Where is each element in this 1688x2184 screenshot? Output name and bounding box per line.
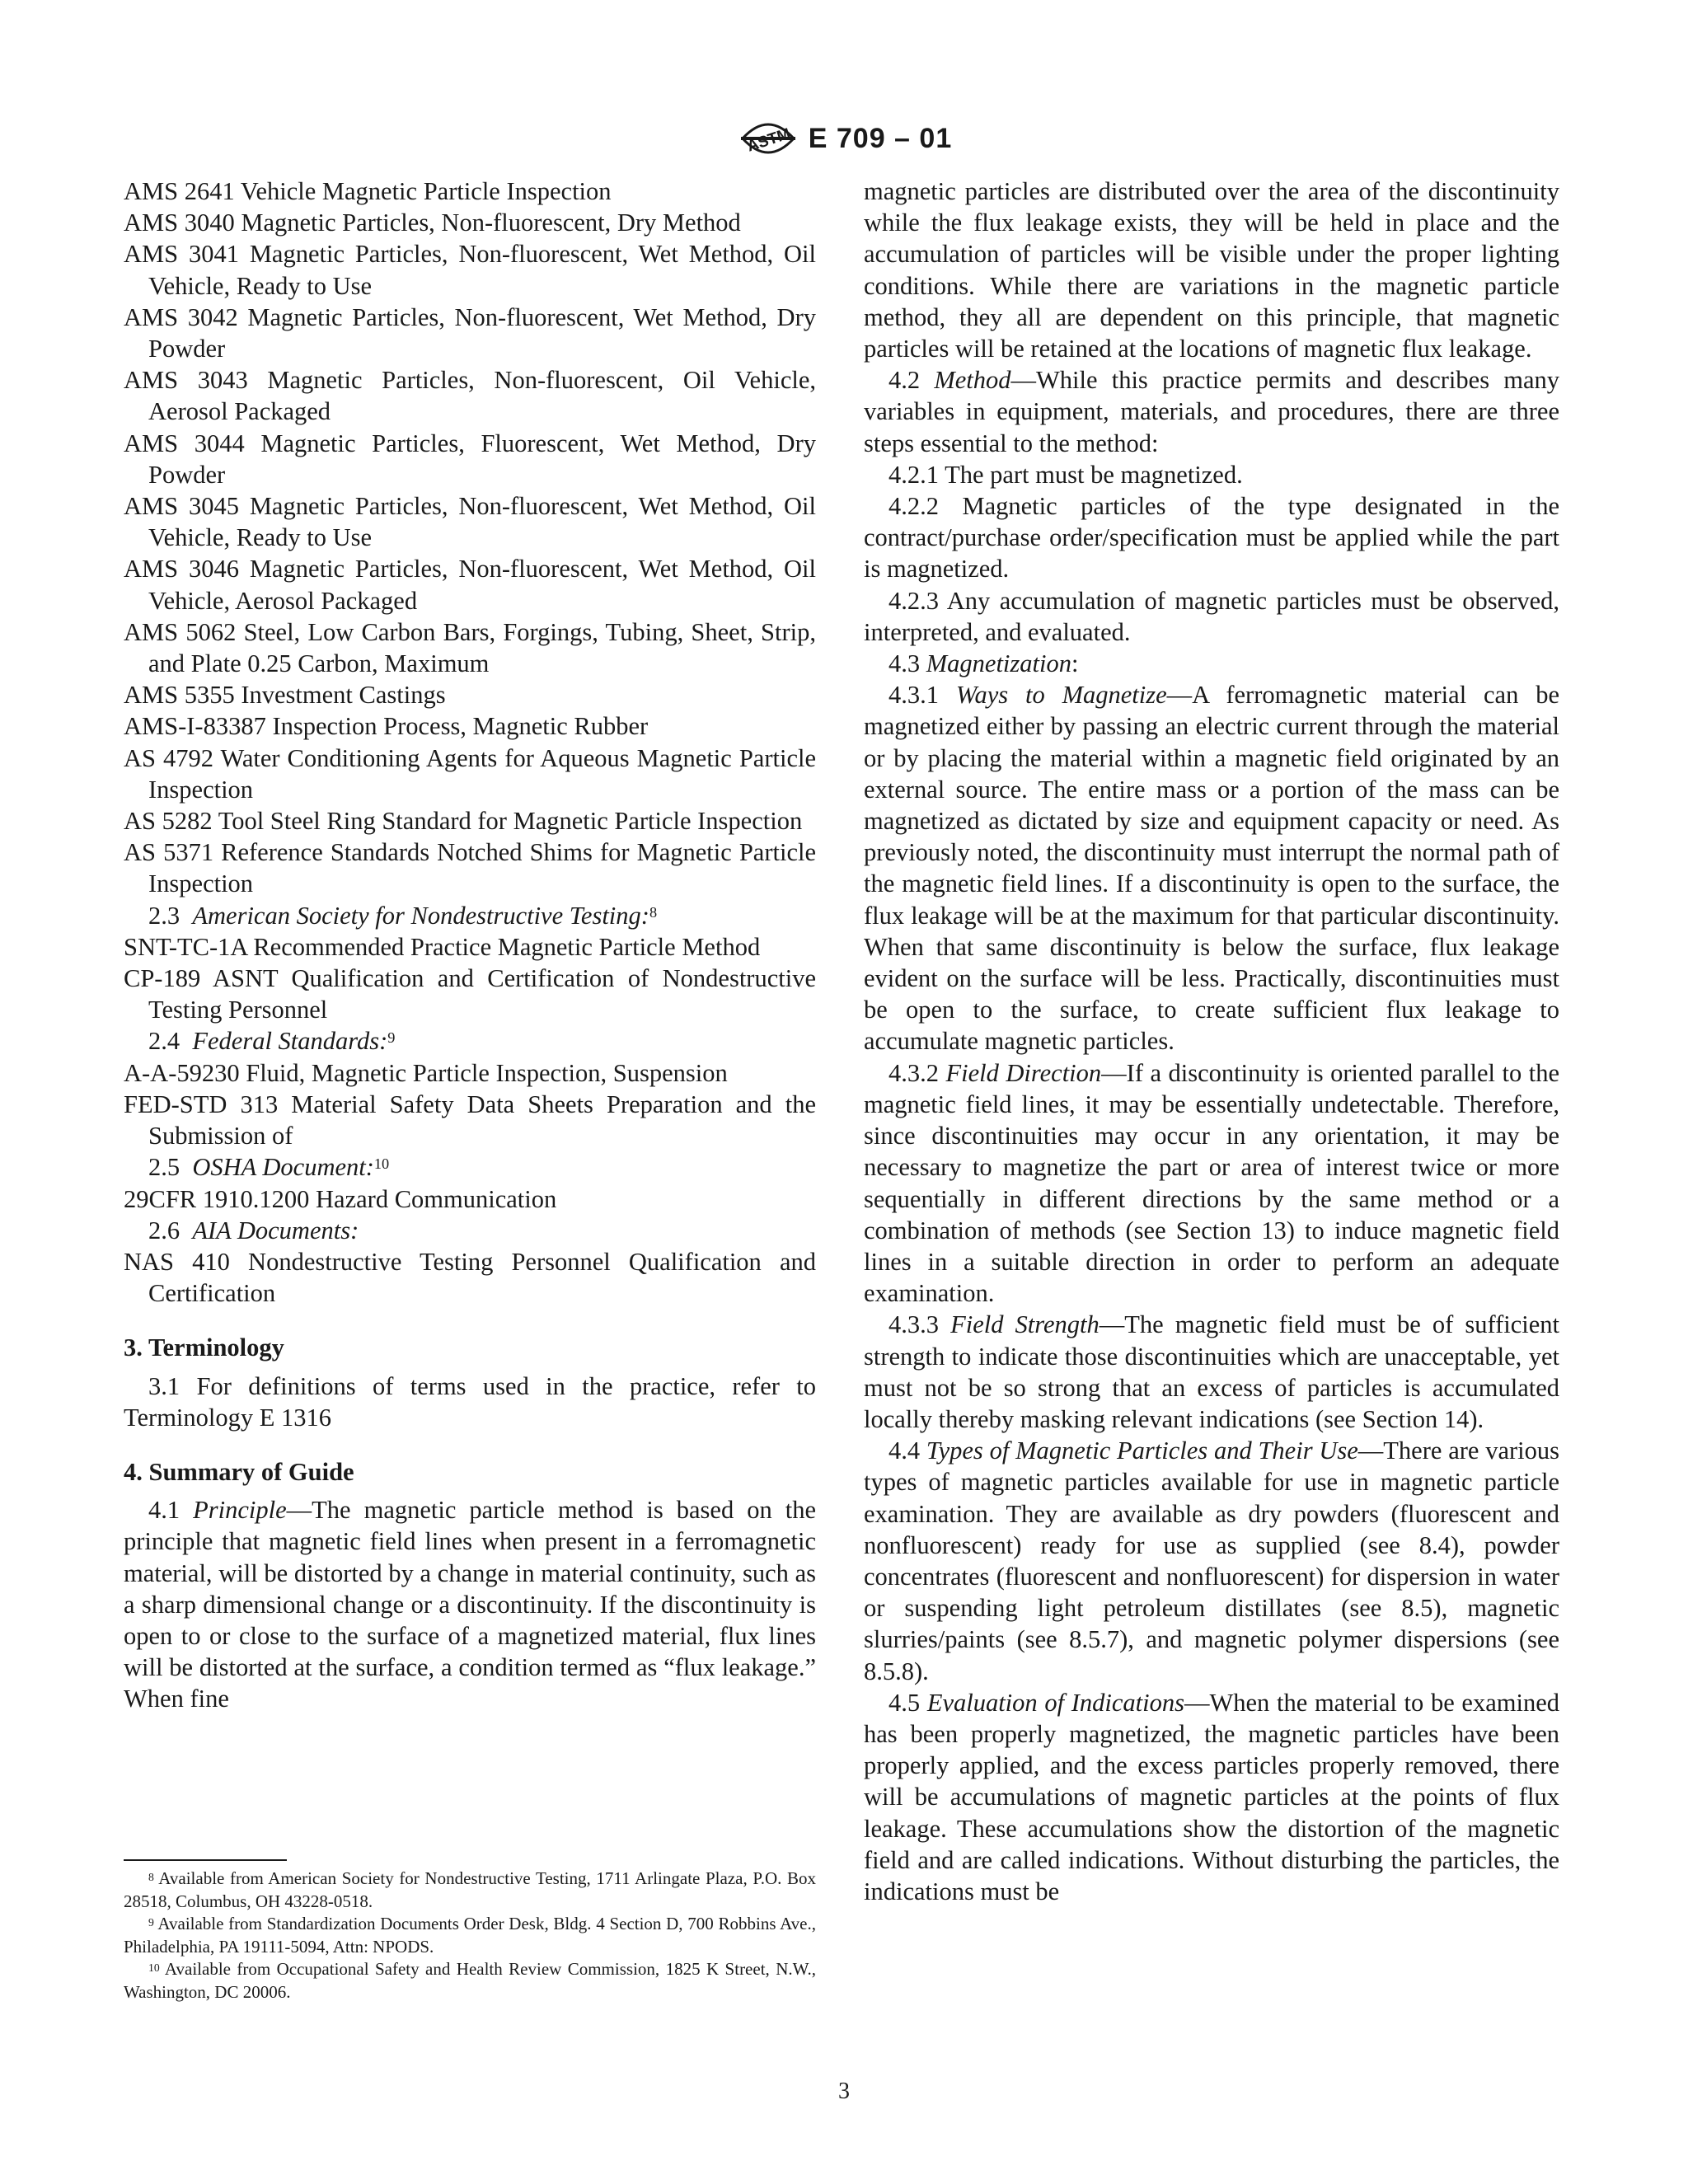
reference-item: FED-STD 313 Material Safety Data Sheets Preparation and the Submission of [124, 1090, 816, 1151]
footnote-ref[interactable]: 9 [387, 1029, 396, 1047]
svg-text:ASTM: ASTM [744, 125, 793, 156]
astm-logo-icon [736, 115, 800, 162]
right-column [864, 176, 1559, 1907]
reference-item: AMS 3041 Magnetic Particles, Non-fluorescent, Wet Method, Oil Vehicle, Ready to Use [124, 240, 816, 300]
paragraph-4-4: 4.4 Types of Magnetic Particles and Their Use—There are various types of magnetic particles available for use in magnetic particle examination. They are available as dry powders (fluorescent and nonfluorescent) ready for use as supplied (see 8.4), powder concentrates (fluorescent and nonfluorescent) for dispersion in water or suspending light petroleum distillates (see 8.5), magnetic slurries/paints (see 8.5.7), and magnetic polymer dispersions (see 8.5.8). [864, 1436, 1559, 1685]
paragraph-4-3: 4.3 Magnetization: [889, 649, 1079, 678]
reference-item: 29CFR 1910.1200 Hazard Communication [124, 1184, 557, 1213]
subsection-2-5: 2.5 OSHA Document:$^{10}$ [148, 1153, 390, 1182]
reference-item: AS 5282 Tool Steel Ring Standard for Magnetic Particle Inspection [124, 807, 803, 836]
reference-item: NAS 410 Nondestructive Testing Personnel Qualification and Certification [124, 1247, 816, 1308]
footnote-divider [124, 1859, 287, 1861]
paragraph-continued: magnetic particles are distributed over the area of the discontinuity while the flux leakage exists, they will be held in place and the accumulation of particles will be visible under the proper lighting conditions. While there are variations in the magnetic particle method, they all are dependent on this principle, that magnetic particles will be retained at the locations of magnetic flux leakage. [864, 177, 1559, 363]
paragraph-4-3-2: 4.3.2 Field Direction—If a discontinuity is oriented parallel to the magnetic field lines, it may be essentially undetectable. Therefore, since discontinuities may occur in any orientation, it may be necessary to magnetize the part or area of interest twice or more sequentially in different directions by the same method or a combination of methods (see Section 13) to induce magnetic field lines in a suitable direction in order to perform an adequate examination. [864, 1058, 1560, 1308]
paragraph-4-2: 4.2 Method—While this practice permits and describes many variables in equipment, materials, and procedures, there are three steps essential to the method: [864, 366, 1560, 457]
paragraph-4-3-1: 4.3.1 Ways to Magnetize—A ferromagnetic material can be magnetized either by passing an electric current through the material or by placing the material within a magnetic field originated by an external source. The entire mass or a portion of the mass can be magnetized as dictated by size and equipment capacity or need. As previously noted, the discontinuity must interrupt the normal path of the magnetic field lines. If a discontinuity is open to the surface, the flux leakage will be at the maximum for that particular discontinuity. When that same discontinuity is below the surface, flux leakage evident on the surface will be less. Practically, discontinuities must be open to the surface, to create sufficient flux leakage to accumulate magnetic particles. [864, 681, 1559, 1056]
subsection-2-4: 2.4 Federal Standards:$^9$ [148, 1027, 396, 1056]
left-column [124, 176, 816, 1715]
paragraph-4-1: 4.1 Principle—The magnetic particle method is based on the principle that magnetic field lines when present in a ferromagnetic material, will be distorted by a change in material continuity, such as a sharp dimensional change or a discontinuity. If the discontinuity is open to or close to the surface of a magnetized material, flux lines will be distorted at the surface, a condition termed as “flux leakage.” When fine [124, 1496, 816, 1713]
paragraph-3-1: 3.1 For definitions of terms used in the practice, refer to Terminology E 1316 [124, 1371, 816, 1432]
footnote-ref[interactable]: 8 [649, 903, 658, 921]
reference-item: AMS 5355 Investment Castings [124, 681, 446, 710]
footnote-item: $^9$ Available from Standardization Documents Order Desk, Bldg. 4 Section D, 700 Robbins Ave., Philadelphia, PA 19111-5094, Attn: NPODS. [124, 1914, 816, 1957]
paragraph-4-2-3: 4.2.3 Any accumulation of magnetic particles must be observed, interpreted, and evaluated. [864, 586, 1559, 646]
reference-item: AMS 3042 Magnetic Particles, Non-fluorescent, Wet Method, Dry Powder [124, 302, 816, 363]
reference-item: SNT-TC-1A Recommended Practice Magnetic Particle Method [124, 932, 761, 961]
reference-item: AMS 3044 Magnetic Particles, Fluorescent, Wet Method, Dry Powder [124, 429, 816, 489]
page-header [0, 114, 1688, 163]
subsection-2-6: 2.6 AIA Documents: [148, 1216, 359, 1244]
reference-item: AS 5371 Reference Standards Notched Shims for Magnetic Particle Inspection [124, 838, 816, 898]
paragraph-4-2-1: 4.2.1 The part must be magnetized. [889, 460, 1243, 489]
paragraph-4-2-2: 4.2.2 Magnetic particles of the type designated in the contract/purchase order/specification must be applied while the part is magnetized. [864, 492, 1559, 583]
reference-item: AMS 2641 Vehicle Magnetic Particle Inspection [124, 177, 612, 205]
section-heading-terminology: 3. Terminology [124, 1333, 284, 1362]
reference-item: AMS 3043 Magnetic Particles, Non-fluorescent, Oil Vehicle, Aerosol Packaged [124, 366, 816, 426]
reference-item: CP-189 ASNT Qualification and Certification of Nondestructive Testing Personnel [124, 964, 816, 1024]
page-number: 3 [838, 2079, 850, 2104]
footnote-item: $^8$ Available from American Society for Nondestructive Testing, 1711 Arlingate Plaza, P.O. Box 28518, Columbus, OH 43228-0518. [124, 1868, 816, 1911]
reference-item: AMS 5062 Steel, Low Carbon Bars, Forgings, Tubing, Sheet, Strip, and Plate 0.25 Carbon, Maximum [124, 617, 816, 678]
paragraph-4-5: 4.5 Evaluation of Indications—When the material to be examined has been properly magnetized, the magnetic particles have been properly applied, and the excess particles properly removed, there will be accumulations of magnetic particles at the points of flux leakage. These accumulations show the distortion of the magnetic field and are called indications. Without disturbing the particles, the indications must be [864, 1688, 1559, 1905]
reference-item: AMS 3045 Magnetic Particles, Non-fluorescent, Wet Method, Oil Vehicle, Ready to Use [124, 492, 816, 552]
reference-item: AMS-I-83387 Inspection Process, Magnetic Rubber [124, 712, 649, 741]
reference-item: AMS 3040 Magnetic Particles, Non-fluorescent, Dry Method [124, 209, 741, 237]
section-heading-summary: 4. Summary of Guide [124, 1457, 354, 1486]
footnote-ref[interactable]: 10 [373, 1155, 390, 1173]
document-designation: E 709 – 01 [808, 122, 953, 154]
reference-item: AMS 3046 Magnetic Particles, Non-fluorescent, Wet Method, Oil Vehicle, Aerosol Packaged [124, 555, 816, 615]
reference-item: AS 4792 Water Conditioning Agents for Aqueous Magnetic Particle Inspection [124, 743, 816, 804]
reference-item: A-A-59230 Fluid, Magnetic Particle Inspection, Suspension [124, 1058, 728, 1087]
footnote-item: $^{10}$ Available from Occupational Safety and Health Review Commission, 1825 K Street, N.W., Washington, DC 20006. [124, 1959, 817, 2002]
subsection-2-3: 2.3 American Society for Nondestructive Testing:$^8$ [148, 901, 658, 930]
footnotes [124, 1868, 816, 2004]
paragraph-4-3-3: 4.3.3 Field Strength—The magnetic field must be of sufficient strength to indicate those discontinuities which are unacceptable, yet must not be so strong that an excess of particles is accumulated locally thereby masking relevant indications (see Section 14). [864, 1310, 1560, 1433]
